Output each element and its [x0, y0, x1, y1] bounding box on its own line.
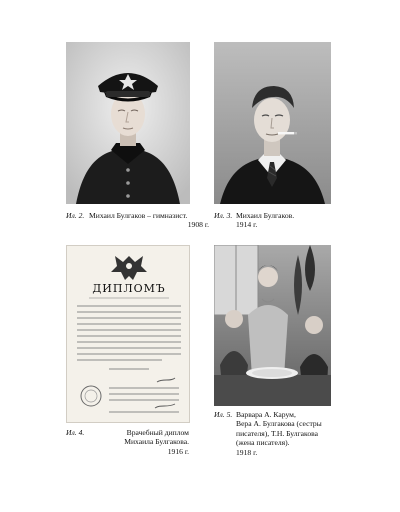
- photo-family-group-1918: [214, 245, 331, 406]
- caption-line: Михаил Булгаков – гимназист.: [89, 211, 188, 220]
- caption-line: Михаила Булгакова.: [124, 437, 189, 447]
- caption-figure-5: [214, 410, 394, 460]
- photo-medical-diploma: [66, 245, 190, 423]
- caption-line: 1908 г.: [187, 220, 209, 230]
- caption-text: [236, 211, 294, 230]
- caption-line: 1918 г.: [236, 447, 258, 457]
- portrait-illustration: [214, 42, 331, 204]
- portrait-illustration: [66, 42, 190, 204]
- figure-number: Ил. 3.: [214, 211, 233, 220]
- diploma-title: ДИПЛОМЪ: [92, 282, 166, 295]
- caption-line: (жена писателя).: [236, 438, 290, 448]
- diploma-illustration: [67, 246, 190, 423]
- caption-line: 1914 г.: [236, 220, 258, 230]
- caption-line: Варвара А. Карум,: [236, 410, 296, 419]
- caption-figure-2: [66, 211, 212, 233]
- photo-bulgakov-1914: [214, 42, 331, 204]
- figure-number: Ил. 2.: [66, 211, 85, 220]
- caption-text: [89, 211, 209, 230]
- photo-bulgakov-gymnasium-student: [66, 42, 190, 204]
- caption-line: Михаил Булгаков.: [236, 211, 295, 220]
- caption-line: Вера А. Булгакова (сестры: [236, 419, 322, 429]
- figure-number: Ил. 4.: [66, 428, 85, 437]
- caption-text: [89, 428, 189, 456]
- caption-figure-3: [214, 211, 334, 233]
- caption-line: писателя), Т.Н. Булгакова: [236, 428, 318, 438]
- caption-text: [236, 410, 322, 457]
- figure-number: Ил. 5.: [214, 410, 233, 419]
- caption-line: Врачебный диплом: [126, 428, 189, 437]
- caption-line: 1916 г.: [167, 446, 189, 456]
- caption-figure-4: [66, 428, 206, 460]
- group-photo-illustration: [214, 245, 331, 406]
